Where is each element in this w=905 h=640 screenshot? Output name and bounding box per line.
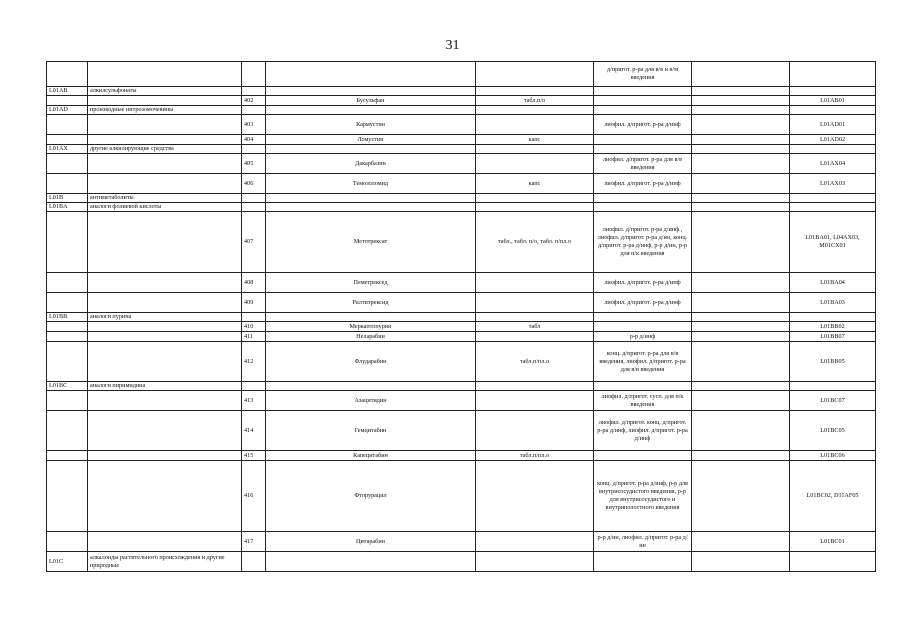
injection-form-cell [594, 106, 692, 115]
atc-codes-cell: L01AX03 [790, 174, 876, 194]
number-cell: 410 [242, 322, 266, 332]
group-name-cell [88, 115, 242, 135]
oral-form-cell [476, 313, 594, 322]
drug-name-cell [266, 87, 476, 96]
oral-form-cell [476, 552, 594, 572]
atc-codes-cell [790, 552, 876, 572]
drug-name-cell: Метотрексат [266, 212, 476, 273]
atc-code-cell [47, 115, 88, 135]
group-name-cell [88, 293, 242, 313]
group-name-cell [88, 273, 242, 293]
table-row [47, 322, 876, 332]
atc-code-cell [47, 332, 88, 342]
number-cell [242, 106, 266, 115]
other-form-cell [692, 212, 790, 273]
number-cell: 407 [242, 212, 266, 273]
table-row [47, 96, 876, 106]
oral-form-cell [476, 194, 594, 203]
other-form-cell [692, 106, 790, 115]
injection-form-cell: д/пригот. р-ра для в/в и в/м введения [594, 62, 692, 87]
atc-codes-cell [790, 106, 876, 115]
atc-codes-cell: L01BB07 [790, 332, 876, 342]
injection-form-cell [594, 451, 692, 461]
number-cell: 414 [242, 411, 266, 451]
other-form-cell [692, 62, 790, 87]
other-form-cell [692, 96, 790, 106]
atc-code-cell: L01AX [47, 145, 88, 154]
group-name-cell: производные нитрозомочевины [88, 106, 242, 115]
injection-form-cell [594, 203, 692, 212]
drug-name-cell: Флударабин [266, 342, 476, 382]
atc-codes-cell: L01BB05 [790, 342, 876, 382]
other-form-cell [692, 313, 790, 322]
table-row [47, 87, 876, 96]
atc-codes-cell [790, 62, 876, 87]
other-form-cell [692, 203, 790, 212]
group-name-cell [88, 391, 242, 411]
number-cell: 417 [242, 532, 266, 552]
other-form-cell [692, 382, 790, 391]
other-form-cell [692, 332, 790, 342]
oral-form-cell [476, 106, 594, 115]
drug-name-cell [266, 145, 476, 154]
atc-code-cell [47, 322, 88, 332]
drug-name-cell [266, 62, 476, 87]
atc-code-cell [47, 293, 88, 313]
group-name-cell [88, 62, 242, 87]
number-cell [242, 313, 266, 322]
injection-form-cell: лиофил. д/пригот. р-ра д/инф [594, 293, 692, 313]
atc-code-cell [47, 411, 88, 451]
atc-code-cell [47, 461, 88, 532]
other-form-cell [692, 552, 790, 572]
atc-code-cell [47, 451, 88, 461]
injection-form-cell: лиофил. д/пригот. р-ра д/инф [594, 174, 692, 194]
table-row [47, 313, 876, 322]
atc-code-cell [47, 135, 88, 145]
group-name-cell: антиметаболиты [88, 194, 242, 203]
atc-code-cell [47, 212, 88, 273]
oral-form-cell [476, 391, 594, 411]
group-name-cell: аналоги фолиевой кислоты [88, 203, 242, 212]
table-row [47, 391, 876, 411]
atc-codes-cell: L01BA03 [790, 293, 876, 313]
table-row [47, 461, 876, 532]
other-form-cell [692, 273, 790, 293]
atc-codes-cell: L01BC02, D11AF05 [790, 461, 876, 532]
table-row [47, 293, 876, 313]
number-cell [242, 62, 266, 87]
table-row [47, 174, 876, 194]
oral-form-cell [476, 87, 594, 96]
number-cell [242, 552, 266, 572]
atc-codes-cell [790, 87, 876, 96]
drug-name-cell [266, 194, 476, 203]
injection-form-cell: лиофил. д/пригот. р-ра д/инф [594, 273, 692, 293]
group-name-cell: другие алкилирующие средства [88, 145, 242, 154]
atc-codes-cell: L01BC06 [790, 451, 876, 461]
atc-codes-cell: L01AD01 [790, 115, 876, 135]
atc-codes-cell: L01BC01 [790, 532, 876, 552]
injection-form-cell: лиофил. д/пригот. р-ра д/инф., лиофил. д/пригот. р-ра д/ин, конц. д/пригот. р-ра д/инф, р-р д/ин, р-р для п/к введения [594, 212, 692, 273]
number-cell [242, 87, 266, 96]
other-form-cell [692, 145, 790, 154]
atc-code-cell: L01AD [47, 106, 88, 115]
other-form-cell [692, 342, 790, 382]
group-name-cell [88, 332, 242, 342]
drug-name-cell: Пеметрексед [266, 273, 476, 293]
table-row [47, 532, 876, 552]
injection-form-cell [594, 552, 692, 572]
drug-name-cell: Гемцитабин [266, 411, 476, 451]
group-name-cell [88, 532, 242, 552]
table-row [47, 451, 876, 461]
injection-form-cell: лиофил. д/пригот. конц. д/пригот. р-ра д/инф, лиофил. д/пригот. р-ра д/инф [594, 411, 692, 451]
number-cell: 408 [242, 273, 266, 293]
injection-form-cell: р-р д/инф [594, 332, 692, 342]
atc-code-cell: L01B [47, 194, 88, 203]
number-cell [242, 203, 266, 212]
atc-codes-cell: L01BA01, L04AX03, M01CX01 [790, 212, 876, 273]
drug-name-cell: Дакарбазин [266, 154, 476, 174]
table-row [47, 106, 876, 115]
oral-form-cell: табл [476, 322, 594, 332]
number-cell [242, 194, 266, 203]
injection-form-cell: конц. д/пригот. р-ра для в/в введения, лиофил. д/пригот. р-ра для в/в введения [594, 342, 692, 382]
table-row [47, 382, 876, 391]
table-row [47, 332, 876, 342]
other-form-cell [692, 154, 790, 174]
oral-form-cell: табл.п/о [476, 96, 594, 106]
table-row [47, 342, 876, 382]
other-form-cell [692, 451, 790, 461]
oral-form-cell [476, 332, 594, 342]
oral-form-cell: капс [476, 174, 594, 194]
number-cell: 413 [242, 391, 266, 411]
atc-codes-cell: L01AX04 [790, 154, 876, 174]
number-cell: 409 [242, 293, 266, 313]
atc-code-cell: L01C [47, 552, 88, 572]
group-name-cell: аналоги пиримидина [88, 382, 242, 391]
number-cell: 404 [242, 135, 266, 145]
group-name-cell [88, 411, 242, 451]
number-cell: 403 [242, 115, 266, 135]
injection-form-cell: конц. д/пригот. р-ра д/инф, р-р для внутрисосудистого введения, р-р для внутрисосудистого и внутриполостного введения [594, 461, 692, 532]
table-row [47, 135, 876, 145]
atc-code-cell: L01BA [47, 203, 88, 212]
other-form-cell [692, 391, 790, 411]
group-name-cell: аналоги пурина [88, 313, 242, 322]
other-form-cell [692, 411, 790, 451]
oral-form-cell [476, 115, 594, 135]
drug-name-cell [266, 203, 476, 212]
group-name-cell [88, 322, 242, 332]
atc-codes-cell [790, 382, 876, 391]
number-cell [242, 145, 266, 154]
number-cell: 406 [242, 174, 266, 194]
injection-form-cell [594, 194, 692, 203]
group-name-cell: алкилсульфонаты [88, 87, 242, 96]
number-cell: 416 [242, 461, 266, 532]
atc-code-cell [47, 154, 88, 174]
number-cell: 402 [242, 96, 266, 106]
group-name-cell: алкалоиды растительного происхождения и другие природные [88, 552, 242, 572]
atc-code-cell [47, 532, 88, 552]
atc-codes-cell [790, 194, 876, 203]
number-cell: 412 [242, 342, 266, 382]
atc-codes-cell: L01AB01 [790, 96, 876, 106]
injection-form-cell [594, 87, 692, 96]
atc-code-cell [47, 273, 88, 293]
oral-form-cell [476, 461, 594, 532]
atc-codes-cell: L01AD02 [790, 135, 876, 145]
drug-name-cell: Ломустин [266, 135, 476, 145]
group-name-cell [88, 342, 242, 382]
atc-code-cell: L01BC [47, 382, 88, 391]
atc-codes-cell [790, 313, 876, 322]
oral-form-cell [476, 154, 594, 174]
atc-codes-cell: L01BA04 [790, 273, 876, 293]
atc-code-cell [47, 174, 88, 194]
injection-form-cell [594, 96, 692, 106]
table-row [47, 115, 876, 135]
injection-form-cell: лиофил. д/пригот. р-ра для в/в введения [594, 154, 692, 174]
drug-name-cell: Цитарабин [266, 532, 476, 552]
other-form-cell [692, 293, 790, 313]
atc-code-cell [47, 391, 88, 411]
group-name-cell [88, 174, 242, 194]
number-cell: 415 [242, 451, 266, 461]
atc-code-cell [47, 342, 88, 382]
drug-name-cell: Меркаптопурин [266, 322, 476, 332]
other-form-cell [692, 135, 790, 145]
table-row [47, 62, 876, 87]
other-form-cell [692, 322, 790, 332]
table-row [47, 212, 876, 273]
table-row [47, 145, 876, 154]
injection-form-cell: лиофил. д/пригот. р-ра д/инф [594, 115, 692, 135]
group-name-cell [88, 135, 242, 145]
table-row [47, 273, 876, 293]
drug-name-cell: Кармустин [266, 115, 476, 135]
injection-form-cell: р-р д/ин, лиофил. д/пригот. р-ра д/ин [594, 532, 692, 552]
page-number: 31 [445, 38, 460, 53]
injection-form-cell [594, 382, 692, 391]
oral-form-cell [476, 145, 594, 154]
number-cell [242, 382, 266, 391]
drug-name-cell: Неларабин [266, 332, 476, 342]
oral-form-cell: табл.п/пл.о [476, 342, 594, 382]
drug-name-cell [266, 313, 476, 322]
atc-code-cell: L01BB [47, 313, 88, 322]
atc-code-cell: L01AB [47, 87, 88, 96]
table-row [47, 154, 876, 174]
drug-name-cell: Капецитабин [266, 451, 476, 461]
atc-codes-cell: L01BC05 [790, 411, 876, 451]
drug-table [46, 61, 876, 572]
injection-form-cell [594, 135, 692, 145]
oral-form-cell [476, 532, 594, 552]
other-form-cell [692, 115, 790, 135]
atc-codes-cell [790, 203, 876, 212]
injection-form-cell [594, 145, 692, 154]
group-name-cell [88, 96, 242, 106]
group-name-cell [88, 212, 242, 273]
drug-name-cell: Фторурацил [266, 461, 476, 532]
drug-name-cell [266, 382, 476, 391]
oral-form-cell [476, 203, 594, 212]
oral-form-cell: капс [476, 135, 594, 145]
oral-form-cell: табл.п/пл.о [476, 451, 594, 461]
group-name-cell [88, 461, 242, 532]
group-name-cell [88, 154, 242, 174]
other-form-cell [692, 532, 790, 552]
atc-codes-cell: L01BB02 [790, 322, 876, 332]
other-form-cell [692, 174, 790, 194]
atc-code-cell [47, 62, 88, 87]
atc-codes-cell [790, 145, 876, 154]
oral-form-cell [476, 411, 594, 451]
atc-codes-cell: L01BC07 [790, 391, 876, 411]
table-row [47, 552, 876, 572]
other-form-cell [692, 194, 790, 203]
drug-name-cell [266, 552, 476, 572]
oral-form-cell [476, 273, 594, 293]
table-row [47, 203, 876, 212]
group-name-cell [88, 451, 242, 461]
oral-form-cell: табл., табл. п/о, табл. п/пл.о [476, 212, 594, 273]
oral-form-cell [476, 62, 594, 87]
atc-code-cell [47, 96, 88, 106]
other-form-cell [692, 461, 790, 532]
drug-name-cell: Ралтитрексид [266, 293, 476, 313]
number-cell: 411 [242, 332, 266, 342]
injection-form-cell [594, 313, 692, 322]
drug-name-cell: Темозоломид [266, 174, 476, 194]
table-row [47, 411, 876, 451]
other-form-cell [692, 87, 790, 96]
oral-form-cell [476, 382, 594, 391]
injection-form-cell: лиофил. д/пригот. сусп. для п/к введения [594, 391, 692, 411]
table-row [47, 194, 876, 203]
drug-name-cell [266, 106, 476, 115]
injection-form-cell [594, 322, 692, 332]
drug-name-cell: Азацитидин [266, 391, 476, 411]
number-cell: 405 [242, 154, 266, 174]
oral-form-cell [476, 293, 594, 313]
drug-name-cell: Бусульфан [266, 96, 476, 106]
